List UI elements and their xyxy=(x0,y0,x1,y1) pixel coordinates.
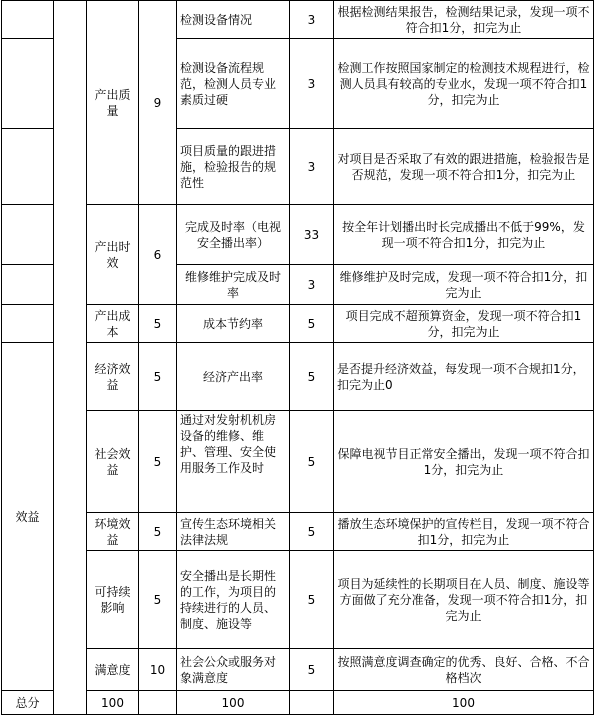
group-name: 产出成本 xyxy=(87,305,139,343)
table-row xyxy=(2,513,594,551)
indicator-name: 成本节约率 xyxy=(177,305,290,343)
empty-cell xyxy=(139,691,177,715)
indicator-score: 3 xyxy=(290,1,334,39)
total-score: 100 xyxy=(334,691,594,715)
indicator-name: 经济产出率 xyxy=(177,343,290,411)
scoring-standard: 检测工作按照国家制定的检测技术规程进行，检测人员具有较高的专业水，发现一项不符合扣1分，扣完为止 xyxy=(334,39,594,129)
indicator-score: 33 xyxy=(290,205,334,265)
indicator-score: 5 xyxy=(290,343,334,411)
level1-cell xyxy=(2,1,54,39)
scoring-standard: 播放生态环境保护的宣传栏目，发现一项不符合扣1分，扣完为止 xyxy=(334,513,594,551)
indicator-name: 安全播出是长期性的工作，为项目的持续进行的人员、制度、施设等 xyxy=(177,551,290,649)
table-row xyxy=(2,411,594,513)
group-name: 满意度 xyxy=(87,649,139,691)
scoring-standard: 按全年计划播出时长完成播出不低于99%，发现一项不符合扣1分，扣完为止 xyxy=(334,205,594,265)
indicator-name: 项目质量的跟进措施，检验报告的规范性 xyxy=(177,129,290,205)
level1-cell xyxy=(2,129,54,205)
indicator-score: 3 xyxy=(290,39,334,129)
level1-cell xyxy=(2,305,54,343)
group-weight: 5 xyxy=(139,305,177,343)
table-row xyxy=(2,343,594,411)
empty-cell xyxy=(290,691,334,715)
indicator-name-text: 通过对发射机机房设备的维修、维护、管理、安全使用服务工作及时 xyxy=(180,412,277,475)
total-label: 总分 xyxy=(2,691,54,715)
indicator-name: 完成及时率（电视安全播出率） xyxy=(177,205,290,265)
group-name: 环境效益 xyxy=(87,513,139,551)
table-row xyxy=(2,1,594,39)
indicator-score: 3 xyxy=(290,129,334,205)
group-weight: 6 xyxy=(139,205,177,305)
indicator-score: 3 xyxy=(290,265,334,305)
indicator-name: 检测设备流程规范，检测人员专业素质过硬 xyxy=(177,39,290,129)
group-weight: 10 xyxy=(139,649,177,691)
scoring-standard: 项目为延续性的长期项目在人员、制度、施设等方面做了充分准备，发现一项不符合扣1分，扣完为止 xyxy=(334,551,594,649)
total-weight: 100 xyxy=(87,691,139,715)
total-sub-weight: 100 xyxy=(177,691,290,715)
level1-cell xyxy=(2,205,54,265)
group-name: 产出质量 xyxy=(87,1,139,205)
scoring-standard: 按照满意度调查确定的优秀、良好、合格、不合格档次 xyxy=(334,649,594,691)
group-weight: 5 xyxy=(139,551,177,649)
scoring-standard: 根据检测结果报告，检测结果记录，发现一项不符合扣1分，扣完为止 xyxy=(334,1,594,39)
indicator-name: 宣传生态环境相关法律法规 xyxy=(177,513,290,551)
indicator-name: 检测设备情况 xyxy=(177,1,290,39)
scoring-standard: 是否提升经济效益，每发现一项不合规扣1分，扣完为止0 xyxy=(334,343,594,411)
indicator-name xyxy=(177,411,290,513)
total-row xyxy=(2,691,594,715)
table-row xyxy=(2,649,594,691)
table-row xyxy=(2,551,594,649)
table-row xyxy=(2,305,594,343)
indicator-name: 维修维护完成及时率 xyxy=(177,265,290,305)
level1-benefit: 效益 xyxy=(2,343,54,691)
indicator-score: 5 xyxy=(290,649,334,691)
indicator-name: 社会公众或服务对象满意度 xyxy=(177,649,290,691)
group-weight: 9 xyxy=(139,1,177,205)
scoring-standard: 项目完成不超预算资金，发现一项不符合扣1分，扣完为止 xyxy=(334,305,594,343)
level1-cell xyxy=(2,39,54,129)
group-name: 产出时效 xyxy=(87,205,139,305)
table-row xyxy=(2,205,594,265)
evaluation-table xyxy=(1,0,594,715)
group-name: 社会效益 xyxy=(87,411,139,513)
scoring-standard: 对项目是否采取了有效的跟进措施，检验报告是否规范，发现一项不符合扣1分，扣完为止 xyxy=(334,129,594,205)
level1-cell xyxy=(2,265,54,305)
group-name: 可持续影响 xyxy=(87,551,139,649)
scoring-standard: 维修维护及时完成，发现一项不符合扣1分，扣完为止 xyxy=(334,265,594,305)
group-name: 经济效益 xyxy=(87,343,139,411)
group-weight: 5 xyxy=(139,513,177,551)
level1b-cell xyxy=(54,1,87,715)
indicator-score: 5 xyxy=(290,513,334,551)
group-weight: 5 xyxy=(139,411,177,513)
group-weight: 5 xyxy=(139,343,177,411)
indicator-score: 5 xyxy=(290,305,334,343)
indicator-score: 5 xyxy=(290,551,334,649)
indicator-score: 5 xyxy=(290,411,334,513)
scoring-standard: 保障电视节目正常安全播出，发现一项不符合扣1分，扣完为止 xyxy=(334,411,594,513)
